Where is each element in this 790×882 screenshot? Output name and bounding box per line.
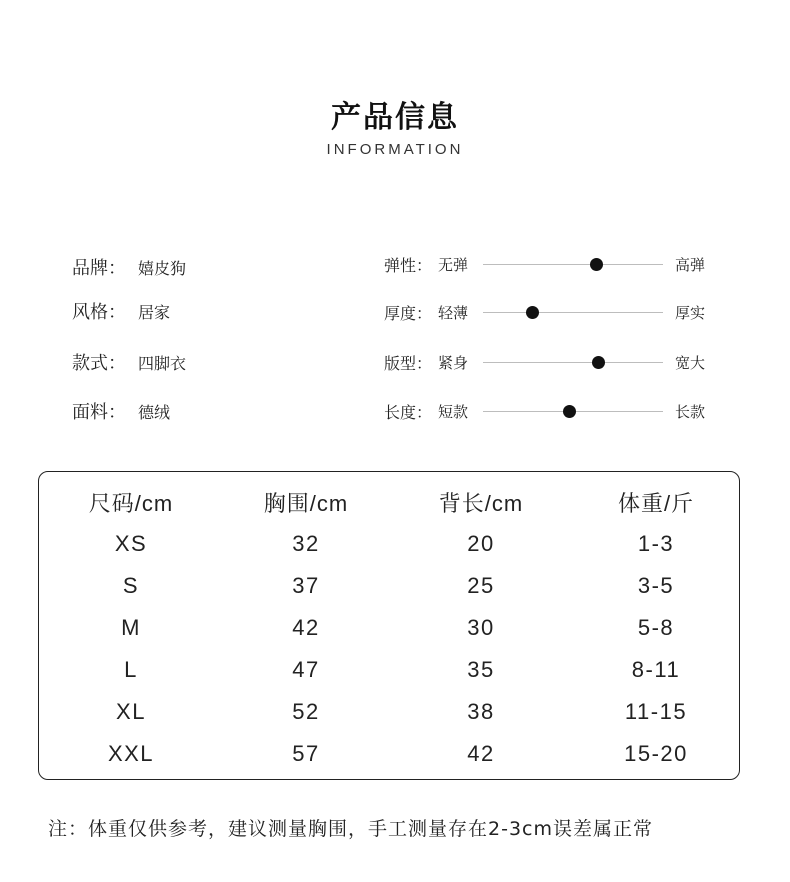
attribute-style	[72, 298, 170, 324]
attribute-label: 风格：	[72, 302, 126, 323]
scale-knob	[590, 258, 603, 271]
scale-track	[483, 411, 663, 412]
column-header: 背长/cm	[438, 490, 524, 516]
scale-fit	[384, 350, 724, 374]
scale-label: 弹性：	[384, 255, 433, 275]
table-cell: 57	[292, 741, 320, 766]
table-cell: 52	[292, 699, 320, 724]
footnote: 注：体重仅供参考，建议测量胸围，手工测量存在2-3cm误差属正常	[48, 818, 653, 840]
attribute-value: 居家	[138, 302, 171, 322]
scale-high-label: 宽大	[675, 353, 706, 372]
table-cell: 35	[467, 657, 495, 682]
scale-label: 长度：	[384, 402, 433, 422]
scale-high-label: 高弹	[675, 255, 706, 274]
scale-label: 厚度：	[384, 303, 433, 323]
attribute-value: 四脚衣	[138, 353, 187, 373]
page-title: 产品信息	[331, 100, 459, 135]
attribute-type	[72, 349, 186, 375]
scale-low-label: 无弹	[438, 255, 469, 274]
scale-low-label: 轻薄	[438, 303, 469, 322]
attribute-label: 款式：	[72, 353, 126, 374]
scale-track	[483, 264, 663, 265]
table-cell: 5-8	[637, 615, 675, 640]
table-header-row	[39, 482, 741, 522]
scale-high-label: 厚实	[675, 303, 706, 322]
attribute-label: 品牌：	[72, 258, 126, 279]
scale-knob	[592, 356, 605, 369]
table-cell: 3-5	[637, 573, 675, 598]
scale-label: 版型：	[384, 353, 433, 373]
table-cell: XL	[116, 699, 146, 724]
table-cell: S	[122, 573, 140, 598]
table-cell: 42	[292, 615, 320, 640]
scale-length	[384, 399, 724, 423]
table-row	[39, 524, 741, 564]
scale-track	[483, 312, 663, 313]
table-cell: 8-11	[631, 657, 681, 682]
table-row	[39, 566, 741, 606]
table-row	[39, 650, 741, 690]
scale-track	[483, 362, 663, 363]
scale-thickness	[384, 300, 724, 324]
table-cell: 38	[467, 699, 495, 724]
scale-knob	[563, 405, 576, 418]
attribute-value: 德绒	[138, 402, 171, 422]
table-cell: 47	[292, 657, 320, 682]
table-cell: L	[124, 657, 138, 682]
table-cell: XS	[114, 531, 148, 556]
table-cell: 11-15	[624, 699, 688, 724]
table-cell: 1-3	[637, 531, 675, 556]
table-cell: 15-20	[624, 741, 688, 766]
table-row	[39, 608, 741, 648]
table-cell: M	[121, 615, 141, 640]
size-table	[38, 471, 740, 780]
attribute-label: 面料：	[72, 402, 126, 423]
table-cell: 25	[467, 573, 495, 598]
column-header: 胸围/cm	[263, 490, 349, 516]
table-cell: 32	[292, 531, 320, 556]
table-cell: 37	[292, 573, 320, 598]
table-row	[39, 734, 741, 774]
attribute-value: 嬉皮狗	[138, 258, 187, 278]
table-cell: 30	[467, 615, 495, 640]
column-header: 体重/斤	[617, 490, 695, 516]
page-subtitle: INFORMATION	[326, 141, 464, 158]
scale-knob	[526, 306, 539, 319]
table-row	[39, 692, 741, 732]
column-header: 尺码/cm	[88, 490, 174, 516]
scale-high-label: 长款	[675, 402, 706, 421]
table-cell: 20	[467, 531, 495, 556]
table-cell: XXL	[107, 741, 155, 766]
scale-elasticity	[384, 252, 724, 276]
attribute-fabric	[72, 398, 170, 424]
scale-low-label: 短款	[438, 402, 469, 421]
table-cell: 42	[467, 741, 495, 766]
scale-low-label: 紧身	[438, 353, 469, 372]
attribute-brand	[72, 254, 186, 280]
